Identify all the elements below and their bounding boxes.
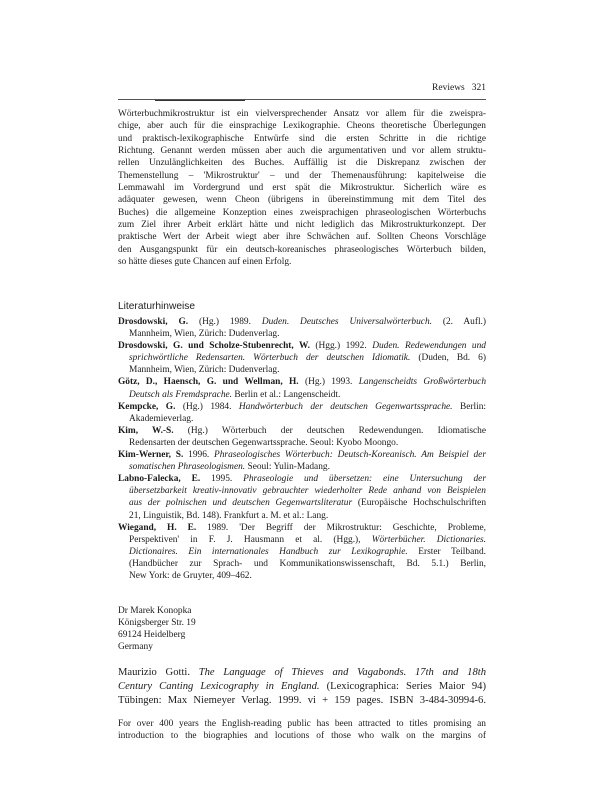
reference-title: Phraseologisches Wörterbuch: Deutsch-Koreanisch. Am Beispiel der bbox=[214, 450, 486, 461]
reference-title: Phraseologie und übersetzen: eine Untersuchung der bbox=[243, 474, 486, 485]
publication-details: Tübingen: Max Niemeyer Verlag. 1999. vi + 159 pages. ISBN 3-484-30994-6. bbox=[118, 695, 486, 707]
reference-entry: Labno-Falecka, E. 1995. Phraseologie und übersetzen: eine Untersuchung der übersetzbarkeit kreativ-innovativ gebrauchter wiederholter Rede anhand von Beispielen aus der polnischen und deutschen Gegenwartsliteratur (Europäische Hochschulschriften 21, Linguistik, Bd. 148). Frankfurt a. M. et al.: Lang. bbox=[118, 474, 486, 521]
text-line: Lemmawahl im Vordergrund und erst spät die Mikrostruktur. Sicherlich wäre es bbox=[118, 183, 486, 194]
text-line: Wörterbuchmikrostruktur ist ein vielversprechender Ansatz vor allem für die zweispra- bbox=[118, 109, 486, 119]
address-city: 69124 Heidelberg bbox=[118, 629, 186, 640]
text-line: Richtung. Genannt werden müssen aber auch die argumentativen und vor allem struktu- bbox=[118, 146, 486, 157]
reference-entry: Drosdowski, G. (Hg.) 1989. Duden. Deutsches Universalwörterbuch. (2. Aufl.) Mannheim, Wien, Zürich: Dudenverlag. bbox=[118, 317, 486, 340]
reference-entry: Kim-Werner, S. 1996. Phraseologisches Wörterbuch: Deutsch-Koreanisch. Am Beispiel der somatischen Phraseologismen. Seoul: Yulin-Madang. bbox=[118, 450, 486, 473]
address-country: Germany bbox=[118, 641, 153, 652]
reference-entry: Kim, W.-S. (Hg.) Wörterbuch der deutschen Redewendungen. Idiomatische Redensarten der deutschen Gegenwartssprache. Seoul: Kyobo Moongo. bbox=[118, 425, 486, 448]
text-line: adäquater gewesen, wenn Cheon (übrigens in übereinstimmung mit dem Titel des bbox=[118, 195, 486, 206]
text-line: und praktisch-lexikographische Entwürfe sind die ersten Schritte in die richtige bbox=[118, 133, 486, 144]
reference-entry: Götz, D., Haensch, G. und Wellman, H. (Hg.) 1993. Langenscheidts Großwörterbuch Deutsch als Fremdsprache. Berlin et al.: Langenscheidt. bbox=[118, 377, 486, 400]
page-number: 321 bbox=[471, 83, 486, 93]
literature-heading: Literaturhinweise bbox=[118, 301, 196, 312]
text-line: den Ausgangspunkt für ein deutsch-koreanisches phraseologisches Wörterbuch bilden, bbox=[118, 244, 486, 255]
running-header-section: Reviews bbox=[432, 83, 465, 93]
text-line: praktische Wert der Arbeit wiegt aber ihre Schwächen auf. Sollten Cheons Vorschläge bbox=[118, 232, 486, 243]
text-line: Themenstellung – 'Mikrostruktur' – und der Themenausführung: kapitelweise die bbox=[118, 170, 486, 181]
reference-author: Kempcke, G. bbox=[118, 401, 176, 412]
reference-entry: Drosdowski, G. und Scholze-Stubenrecht, W. (Hgg.) 1992. Duden. Redewendungen und sprichwörtliche Redensarten. Wörterbuch der deutschen Idiomatik. (Duden, Bd. 6) Mannheim, Wien, Zürich: Dudenverlag. bbox=[118, 341, 486, 376]
reviewer-address bbox=[118, 606, 196, 654]
text-line: rellen Unzulänglichkeiten des Buches. Auffällig ist die Diskrepanz zwischen der bbox=[118, 158, 486, 169]
running-header bbox=[118, 83, 486, 97]
text-line: chige, aber auch für die einsprachige Lexikographie. Cheons theoretische Überlegungen bbox=[118, 121, 486, 132]
text-line: For over 400 years the English-reading public has been attracted to titles promising an bbox=[118, 719, 486, 729]
reference-entry: Kempcke, G. (Hg.) 1984. Handwörterbuch der deutschen Gegenwartssprache. Berlin: Akademieverlag. bbox=[118, 401, 486, 424]
address-street: Königsberger Str. 19 bbox=[118, 617, 196, 628]
header-rule-accent bbox=[155, 100, 245, 101]
review-conclusion-paragraph bbox=[118, 108, 486, 268]
reference-author: Kim, W.-S. bbox=[118, 425, 174, 436]
text-line: Buches) die allgemeine Konzeption eines zweisprachigen phraseologischen Wörterbuchs bbox=[118, 207, 486, 218]
text-line: so hätte dieses gute Chancen auf einen Erfolg. bbox=[118, 257, 292, 268]
reviewer-name: Dr Marek Konopka bbox=[118, 606, 192, 616]
text-line: zum Ziel ihrer Arbeit erklärt hätte und nicht lediglich das Mikrostrukturkonzept. Der bbox=[118, 220, 486, 231]
reference-title: Langenscheidts Großwörterbuch bbox=[358, 377, 486, 388]
text-line: introduction to the biographies and locutions of those who walk on the margins of bbox=[118, 731, 486, 742]
reference-author: Wiegand, H. E. bbox=[118, 522, 197, 533]
reference-title: Duden. Deutsches Universalwörterbuch. bbox=[261, 317, 432, 327]
reference-author: Labno-Falecka, E. bbox=[118, 474, 201, 485]
reference-author: Götz, D., Haensch, G. und Wellman, H. bbox=[118, 377, 299, 388]
book-title: The Language of Thieves and Vagabonds. 17th and 18th bbox=[198, 667, 486, 678]
reference-author: Drosdowski, G. und Scholze-Stubenrecht, W. bbox=[118, 341, 310, 352]
reference-title: Handwörterbuch der deutschen Gegenwartssprache. bbox=[238, 401, 453, 412]
reference-author: Drosdowski, G. bbox=[118, 317, 189, 327]
reference-entry: Wiegand, H. E. 1989. 'Der Begriff der Mikrostruktur: Geschichte, Probleme, Perspektiven' in F. J. Hausmann et al. (Hgg.), Wörterbücher. Dictionaries. Dictionaires. Ein internationales Handbuch zur Lexikographie. Erster Teilband. (Handbücher zur Sprach- und Kommunikationswissenschaft, Bd. 5.1.) Berlin, New York: de Gruyter, 409–462. bbox=[118, 522, 486, 581]
next-review-citation: Maurizio Gotti. The Language of Thieves and Vagabonds. 17th and 18th Century Canting Lexicography in England. (Lexicographica: Series Maior 94) Tübingen: Max Niemeyer Verlag. 1999. vi + 159 pages. ISBN 3-484-30994-6. bbox=[118, 666, 486, 708]
reference-author: Kim-Werner, S. bbox=[118, 450, 184, 461]
next-review-body bbox=[118, 718, 486, 743]
reference-list bbox=[118, 316, 486, 582]
reference-title: Duden. Redewendungen und bbox=[372, 341, 486, 352]
